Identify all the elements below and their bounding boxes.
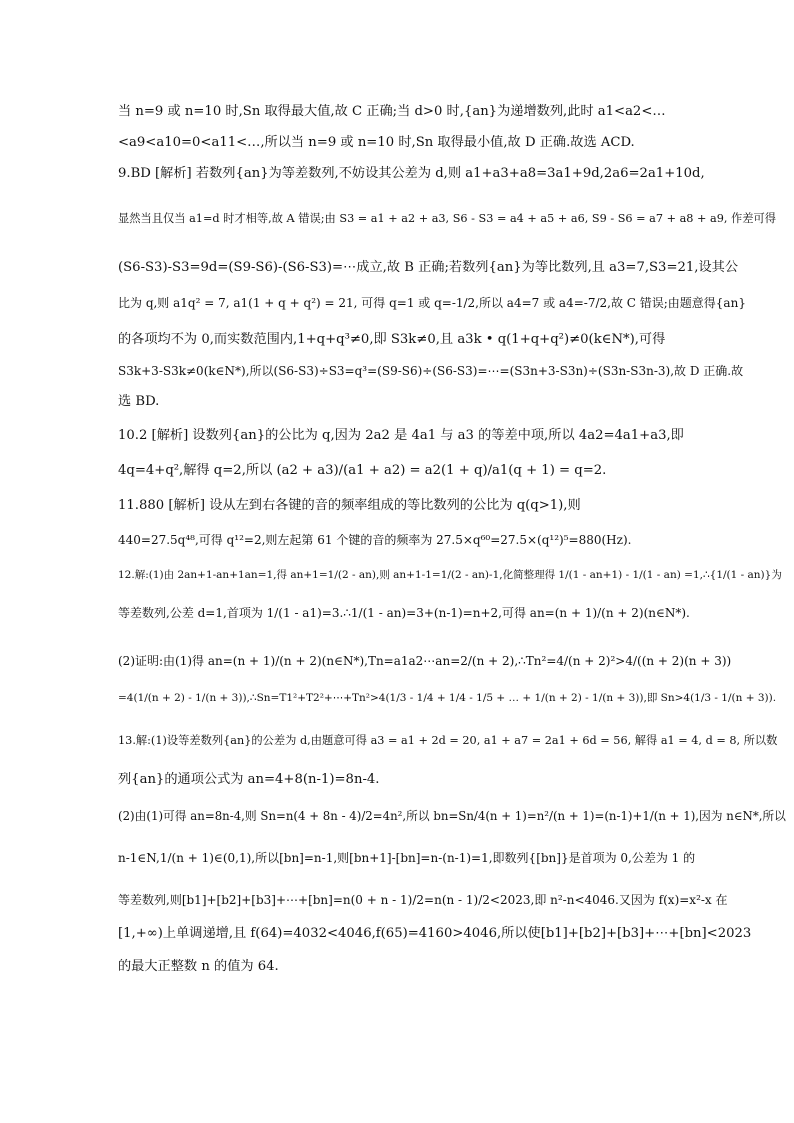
text-line-7: 的各项均不为 0,而实数范围内,1+q+q³≠0,即 S3k≠0,且 a3k • q(1+q+q²)≠0(k∈N*),可得 <box>118 332 666 347</box>
text-line-2: <a9<a10=0<a11<…,所以当 n=9 或 n=10 时,Sn 取得最小值,故 D 正确.故选 ACD. <box>118 135 635 150</box>
text-line-4: 显然当且仅当 a1=d 时才相等,故 A 错误;由 S3 = a1 + a2 + a3, S6 - S3 = a4 + a5 + a6, S9 - S6 = a7 + a8 + a9, 作差可得 <box>118 212 777 225</box>
text-line-21: n-1∈N,1/(n + 1)∈(0,1),所以[bn]=n-1,则[bn+1]-[bn]=n-(n-1)=1,即数列{[bn]}是首项为 0,公差为 1 的 <box>118 851 696 865</box>
text-line-11: 4q=4+q²,解得 q=2,所以 (a2 + a3)/(a1 + a2) = a2(1 + q)/a1(q + 1) = q=2. <box>118 463 607 478</box>
text-line-8: S3k+3-S3k≠0(k∈N*),所以(S6-S3)÷S3=q³=(S9-S6)÷(S6-S3)=⋯=(S3n+3-S3n)÷(S3n-S3n-3),故 D 正确.故 <box>118 364 744 378</box>
text-line-6: 比为 q,则 a1q² = 7, a1(1 + q + q²) = 21, 可得 q=1 或 q=-1/2,所以 a4=7 或 a4=-7/2,故 C 错误;由题意得{an} <box>118 296 746 310</box>
text-line-5: (S6-S3)-S3=9d=(S9-S6)-(S6-S3)=⋯成立,故 B 正确;若数列{an}为等比数列,且 a3=7,S3=21,设其公 <box>118 260 739 275</box>
text-line-14: 12.解:(1)由 2an+1-an+1an=1,得 an+1=1/(2 - an),则 an+1-1=1/(2 - an)-1,化简整理得 1/(1 - an+1) - 1/(1 - an) =1,∴{1/(1 - an)}为 <box>118 569 782 581</box>
text-line-24: 的最大正整数 n 的值为 64. <box>118 959 279 974</box>
text-line-18: 13.解:(1)设等差数列{an}的公差为 d,由题意可得 a3 = a1 + 2d = 20, a1 + a7 = 2a1 + 6d = 56, 解得 a1 = 4, d = 8, 所以数 <box>118 734 778 747</box>
text-line-16: (2)证明:由(1)得 an=(n + 1)/(n + 2)(n∈N*),Tn=a1a2⋯an=2/(n + 2),∴Tn²=4/(n + 2)²>4/((n + 2)(n + 3)) <box>118 654 732 668</box>
text-line-22: 等差数列,则[b1]+[b2]+[b3]+⋯+[bn]=n(0 + n - 1)/2=n(n - 1)/2<2023,即 n²-n<4046.又因为 f(x)=x²-x 在 <box>118 893 728 907</box>
text-line-3: 9.BD [解析] 若数列{an}为等差数列,不妨设其公差为 d,则 a1+a3+a8=3a1+9d,2a6=2a1+10d, <box>118 166 705 181</box>
text-line-13: 440=27.5q⁴⁸,可得 q¹²=2,则左起第 61 个键的音的频率为 27.5×q⁶⁰=27.5×(q¹²)⁵=880(Hz). <box>118 533 632 547</box>
text-line-9: 选 BD. <box>118 394 160 409</box>
text-line-1: 当 n=9 或 n=10 时,Sn 取得最大值,故 C 正确;当 d>0 时,{an}为递增数列,此时 a1<a2<… <box>118 104 666 119</box>
text-line-15: 等差数列,公差 d=1,首项为 1/(1 - a1)=3.∴1/(1 - an)=3+(n-1)=n+2,可得 an=(n + 1)/(n + 2)(n∈N*). <box>118 606 690 620</box>
text-line-10: 10.2 [解析] 设数列{an}的公比为 q,因为 2a2 是 4a1 与 a3 的等差中项,所以 4a2=4a1+a3,即 <box>118 428 684 443</box>
text-line-12: 11.880 [解析] 设从左到右各键的音的频率组成的等比数列的公比为 q(q>1),则 <box>118 498 581 513</box>
text-line-20: (2)由(1)可得 an=8n-4,则 Sn=n(4 + 8n - 4)/2=4n²,所以 bn=Sn/4(n + 1)=n²/(n + 1)=(n-1)+1/(n + 1),因为 n∈N*,所以 <box>118 809 786 823</box>
text-line-17: =4(1/(n + 2) - 1/(n + 3)),∴Sn=T1²+T2²+⋯+Tn²>4(1/3 - 1/4 + 1/4 - 1/5 + … + 1/(n + 2) - 1/(n + 3)),即 Sn>4(1/3 - 1/(n + 3)). <box>118 692 777 704</box>
text-line-23: [1,+∞)上单调递增,且 f(64)=4032<4046,f(65)=4160>4046,所以使[b1]+[b2]+[b3]+⋯+[bn]<2023 <box>118 926 752 941</box>
text-line-19: 列{an}的通项公式为 an=4+8(n-1)=8n-4. <box>118 772 380 787</box>
